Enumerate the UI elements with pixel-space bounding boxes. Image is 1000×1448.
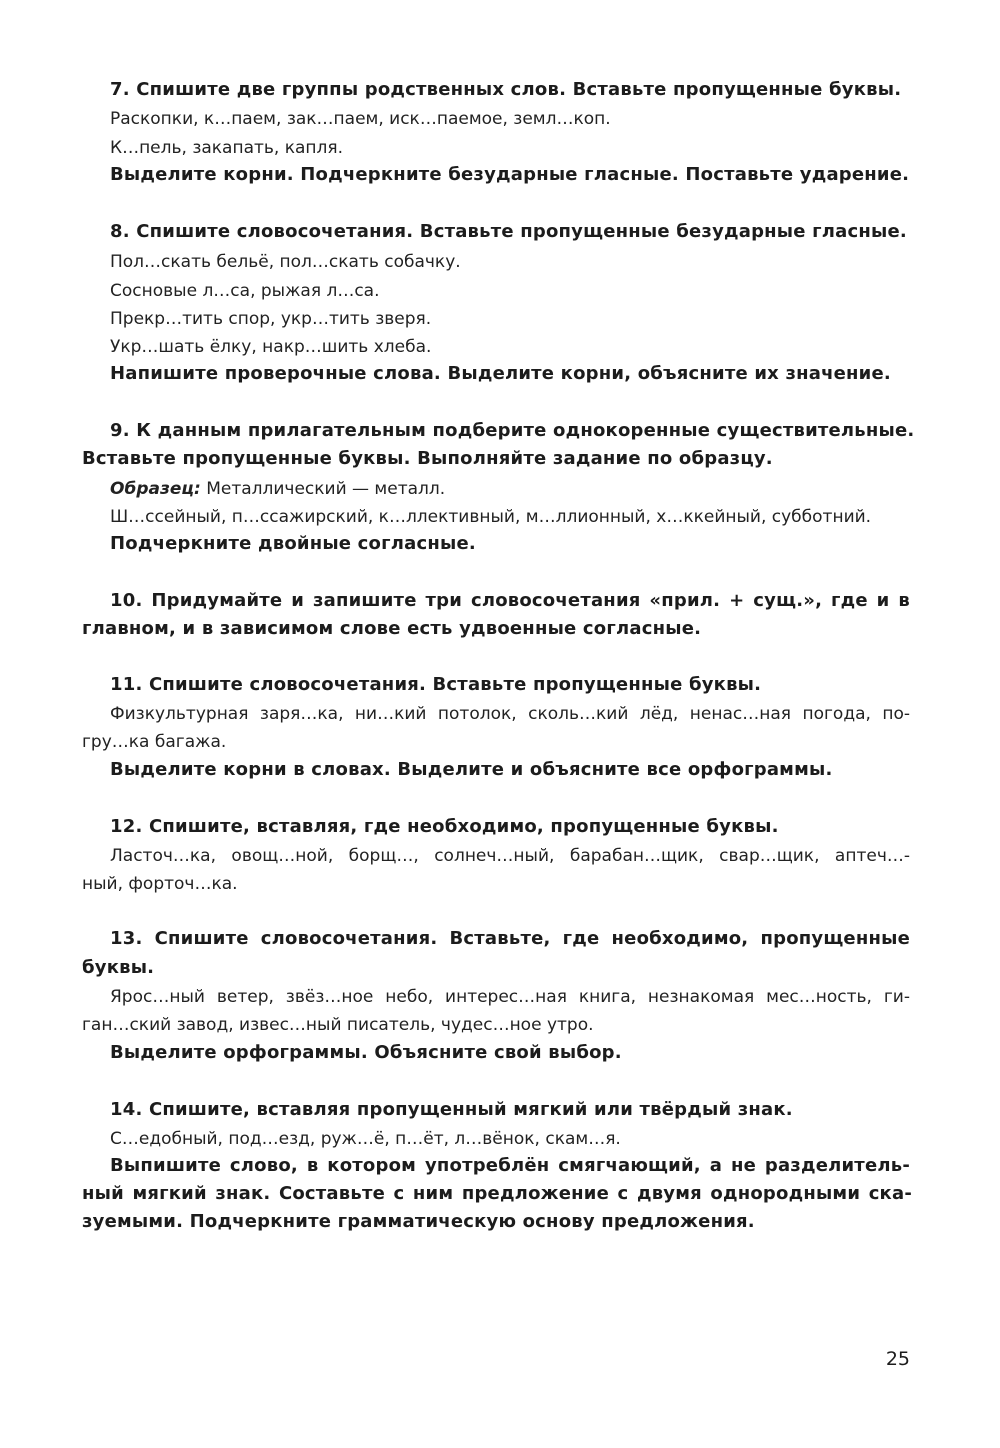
exercise-14-line: С…едобный, под…езд, руж…ё, п…ёт, л…вёнок, скам…я. xyxy=(110,1129,621,1149)
exercise-14-task-3: зуемыми. Подчеркните грамматическую основу предложения. xyxy=(82,1211,755,1232)
exercise-13-line-2: ган…ский завод, извес…ный писатель, чудес…ное утро. xyxy=(82,1015,594,1035)
exercise-9-title-2: Вставьте пропущенные буквы. Выполняйте задание по образцу. xyxy=(82,448,773,469)
exercise-11-task: Выделите корни в словах. Выделите и объясните все орфограммы. xyxy=(110,759,833,780)
exercise-11-line-2: гру…ка багажа. xyxy=(82,732,227,752)
page-number: 25 xyxy=(885,1348,910,1370)
exercise-7-title: 7. Спишите две группы родственных слов. Вставьте пропущенные буквы. xyxy=(110,79,902,100)
exercise-14-task-2: ный мягкий знак. Составьте с ним предложение с двумя однородными ска- xyxy=(82,1183,912,1204)
exercise-13-task: Выделите орфограммы. Объясните свой выбор. xyxy=(110,1042,622,1063)
exercise-13-title-2: буквы. xyxy=(82,957,155,978)
exercise-8-line-1: Пол…скать бельё, пол…скать собачку. xyxy=(110,252,461,272)
exercise-7-line-2: К…пель, закапать, капля. xyxy=(110,138,344,158)
exercise-11-title: 11. Спишите словосочетания. Вставьте пропущенные буквы. xyxy=(110,674,762,695)
exercise-9-line-1: Ш…ссейный, п…ссажирский, к…ллективный, м…ллионный, х…ккейный, субботний. xyxy=(110,507,872,527)
exercise-8-line-3: Прекр…тить спор, укр…тить зверя. xyxy=(110,309,432,329)
exercise-8-title: 8. Спишите словосочетания. Вставьте пропущенные безударные гласные. xyxy=(110,221,907,242)
sample-label: Образец: xyxy=(110,479,201,499)
exercise-9-title-1: 9. К данным прилагательным подберите однокоренные существительные. xyxy=(110,420,915,441)
exercise-9-sample xyxy=(110,476,910,502)
exercise-12-line-1: Ласточ…ка, овощ…ной, борщ…, солнеч…ный, барабан…щик, свар…щик, аптеч…- xyxy=(110,846,910,866)
exercise-8-line-2: Сосновые л…са, рыжая л…са. xyxy=(110,281,380,301)
exercise-8-task: Напишите проверочные слова. Выделите корни, объясните их значение. xyxy=(110,363,891,384)
exercise-10-title-1: 10. Придумайте и запишите три словосочетания «прил. + сущ.», где и в xyxy=(110,590,910,611)
exercise-8-line-4: Укр…шать ёлку, накр…шить хлеба. xyxy=(110,337,432,357)
exercise-7-task: Выделите корни. Подчеркните безударные гласные. Поставьте ударение. xyxy=(110,164,910,185)
exercise-14-task-1: Выпишите слово, в котором употреблён смягчающий, а не разделитель- xyxy=(110,1155,910,1176)
exercise-13-title-1: 13. Спишите словосочетания. Вставьте, где необходимо, пропущенные xyxy=(110,928,910,949)
exercise-12-title: 12. Спишите, вставляя, где необходимо, пропущенные буквы. xyxy=(110,816,779,837)
exercise-13-line-1: Ярос…ный ветер, звёз…ное небо, интерес…ная книга, незнакомая мес…ность, ги- xyxy=(110,987,910,1007)
exercise-10-title-2: главном, и в зависимом слове есть удвоенные согласные. xyxy=(82,618,702,639)
sample-text: Металлический — металл. xyxy=(206,479,446,499)
exercise-12-line-2: ный, форточ…ка. xyxy=(82,874,238,894)
exercise-9-task: Подчеркните двойные согласные. xyxy=(110,533,476,554)
exercise-14-title: 14. Спишите, вставляя пропущенный мягкий или твёрдый знак. xyxy=(110,1099,793,1120)
exercise-11-line-1: Физкультурная заря…ка, ни…кий потолок, сколь…кий лёд, ненас…ная погода, по- xyxy=(110,704,910,724)
exercise-7-line-1: Раскопки, к…паем, зак…паем, иск…паемое, земл…коп. xyxy=(110,109,611,129)
